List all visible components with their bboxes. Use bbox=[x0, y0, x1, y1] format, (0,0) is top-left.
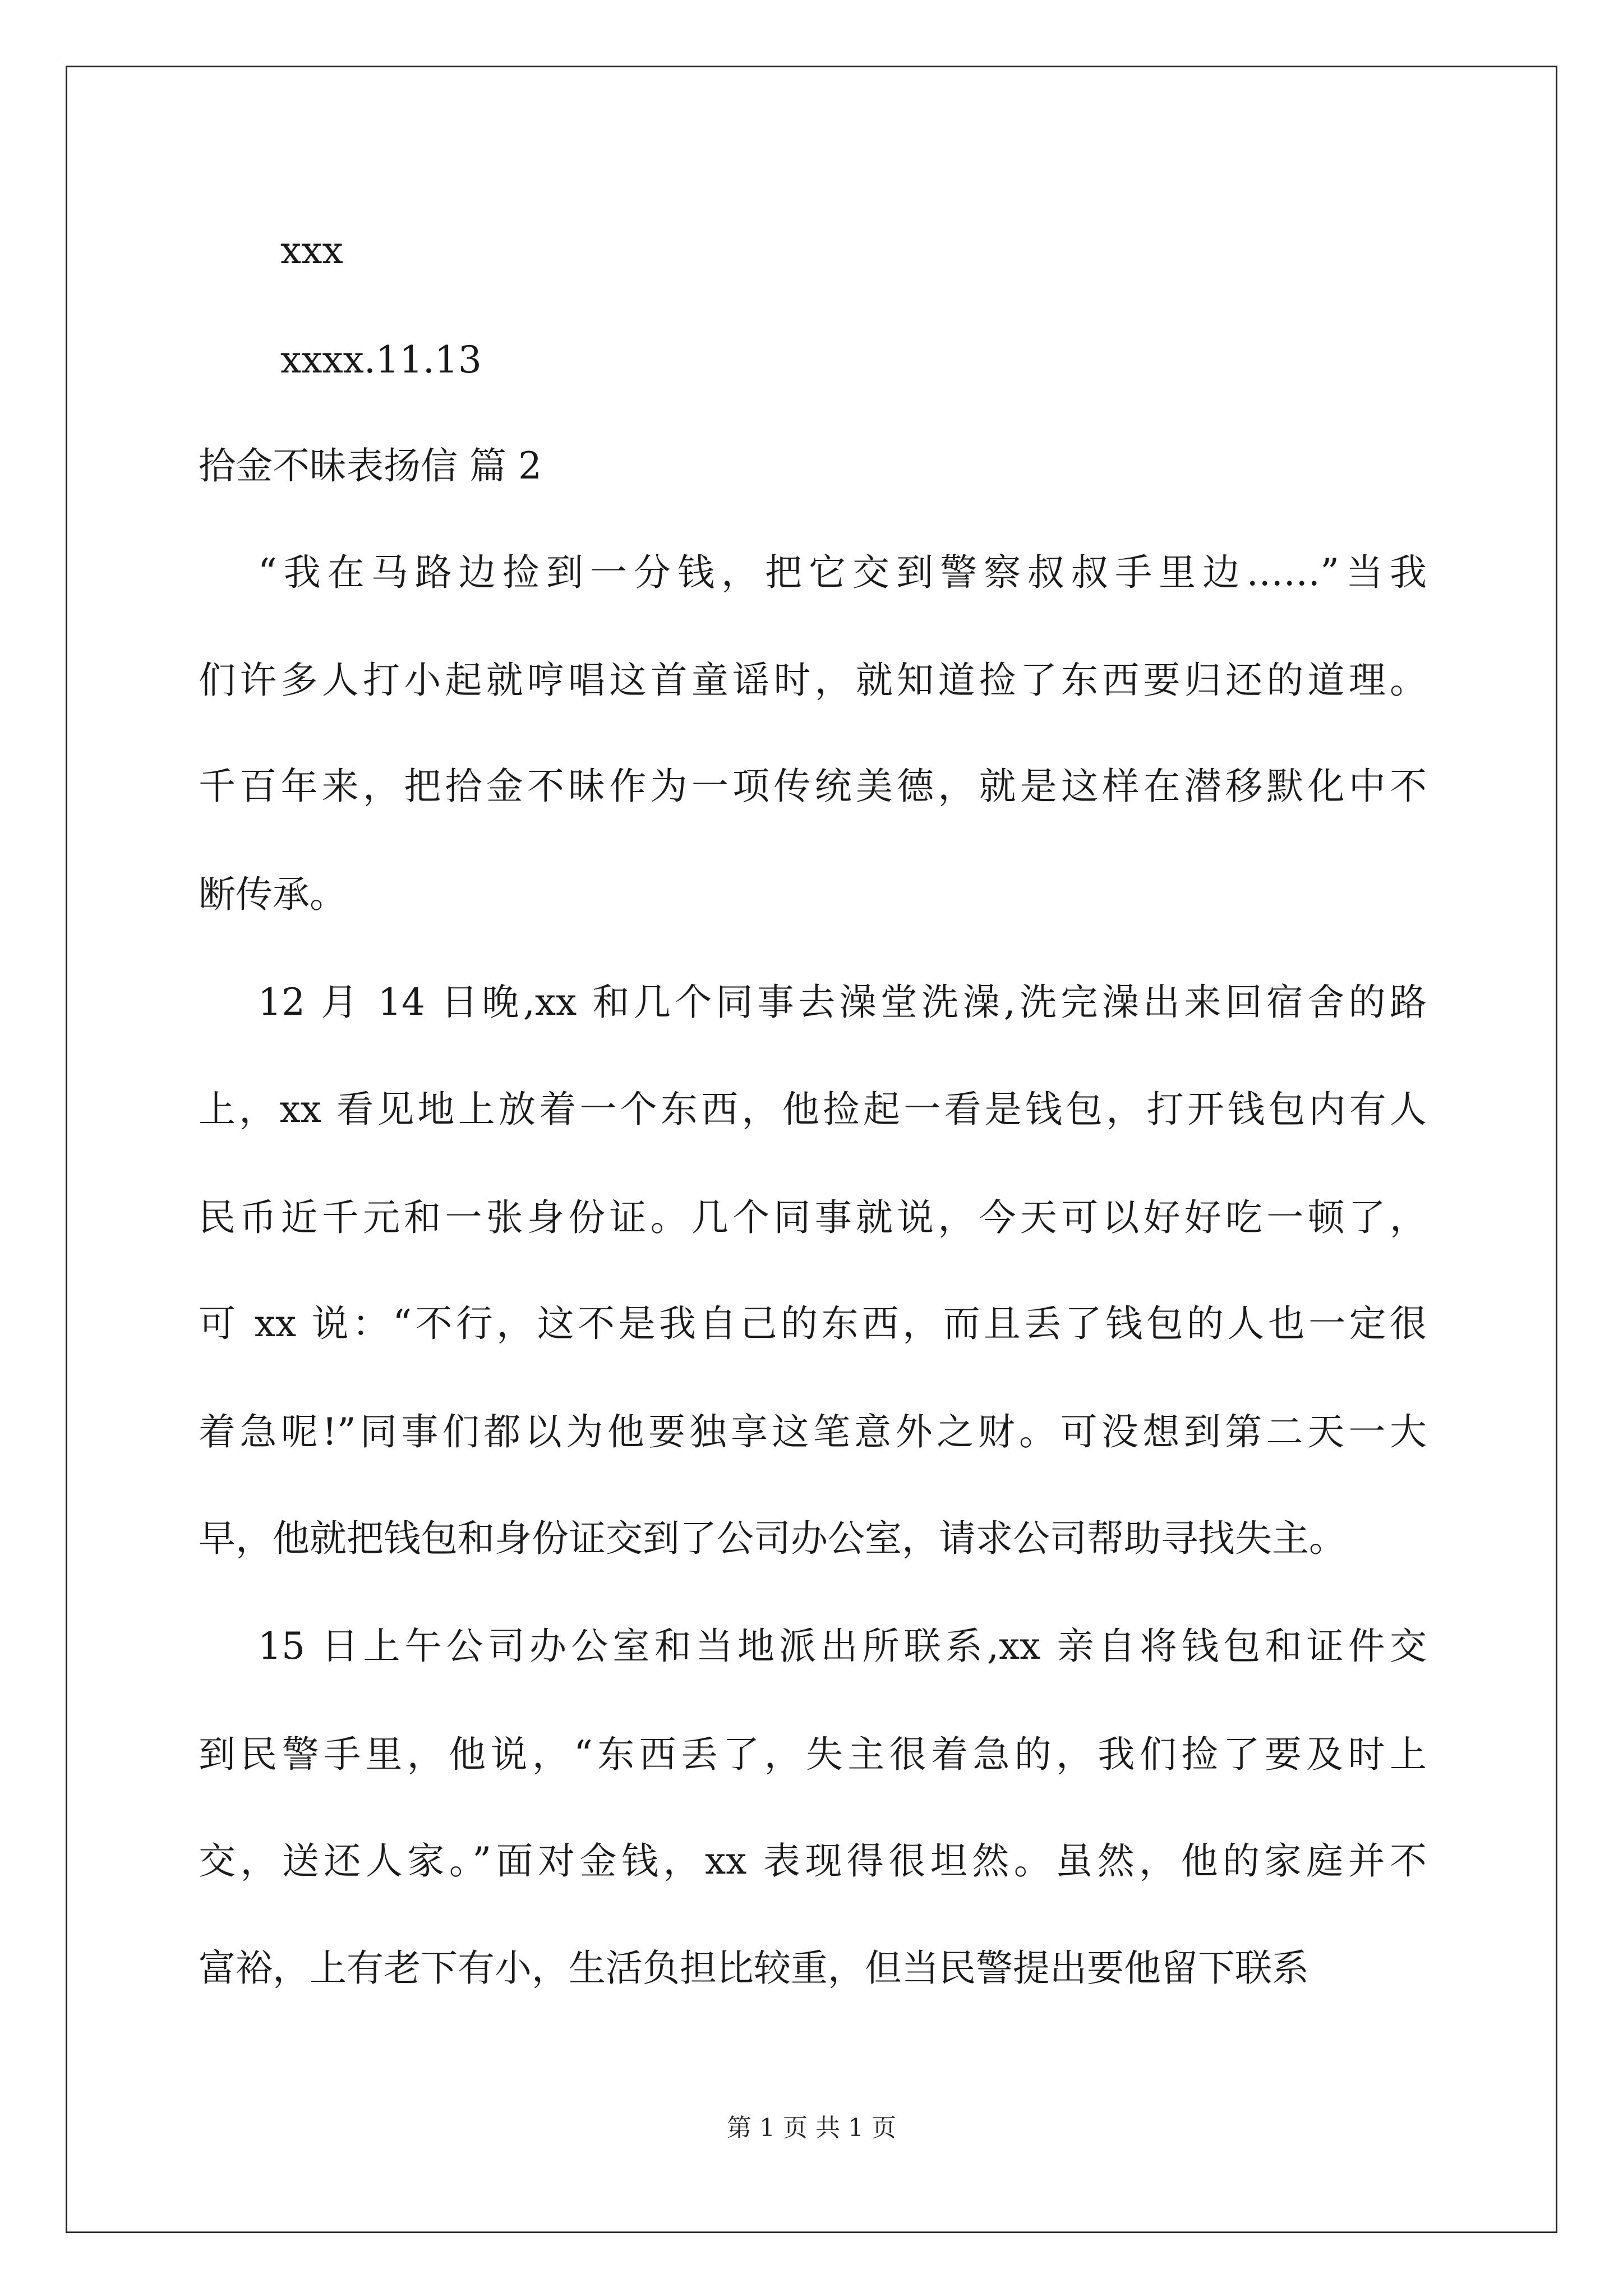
page-footer: 第 1 页 共 1 页 bbox=[727, 2114, 896, 2142]
paragraph-line: 12 月 14 日晚,xx 和几个同事去澡堂洗澡,洗完澡出来回宿舍的路 bbox=[258, 981, 1427, 1024]
signature-name: xxx bbox=[280, 229, 343, 272]
paragraph-line: 可 xx 说：“不行，这不是我自己的东西，而且丢了钱包的人也一定很 bbox=[199, 1302, 1427, 1345]
section-title: 拾金不昧表扬信 篇 2 bbox=[199, 444, 542, 487]
paragraph-line: 们许多人打小起就哼唱这首童谣时，就知道捡了东西要归还的道理。 bbox=[199, 659, 1427, 702]
paragraph-line: 到民警手里，他说，“东西丢了，失主很着急的，我们捡了要及时上 bbox=[199, 1733, 1427, 1776]
page-border bbox=[66, 66, 1557, 2233]
paragraph-line: 民币近千元和一张身份证。几个同事就说，今天可以好好吃一顿了， bbox=[199, 1196, 1427, 1239]
paragraph-line: 交，送还人家。”面对金钱，xx 表现得很坦然。虽然，他的家庭并不 bbox=[199, 1839, 1427, 1883]
paragraph-line: “我在马路边捡到一分钱，把它交到警察叔叔手里边……”当我 bbox=[258, 551, 1427, 594]
signature-date: xxxx.11.13 bbox=[280, 338, 482, 381]
paragraph-line: 富裕，上有老下有小，生活负担比较重，但当民警提出要他留下联系 bbox=[199, 1947, 1309, 1990]
paragraph-line: 15 日上午公司办公室和当地派出所联系,xx 亲自将钱包和证件交 bbox=[258, 1625, 1427, 1668]
paragraph-line: 着急呢!”同事们都以为他要独享这笔意外之财。可没想到第二天一大 bbox=[199, 1410, 1427, 1453]
paragraph-line: 千百年来，把拾金不昧作为一项传统美德，就是这样在潜移默化中不 bbox=[199, 765, 1427, 808]
paragraph-line: 早，他就把钱包和身份证交到了公司办公室，请求公司帮助寻找失主。 bbox=[199, 1517, 1346, 1560]
paragraph-line: 上，xx 看见地上放着一个东西，他捡起一看是钱包，打开钱包内有人 bbox=[199, 1088, 1427, 1131]
paragraph-line: 断传承。 bbox=[199, 873, 347, 916]
